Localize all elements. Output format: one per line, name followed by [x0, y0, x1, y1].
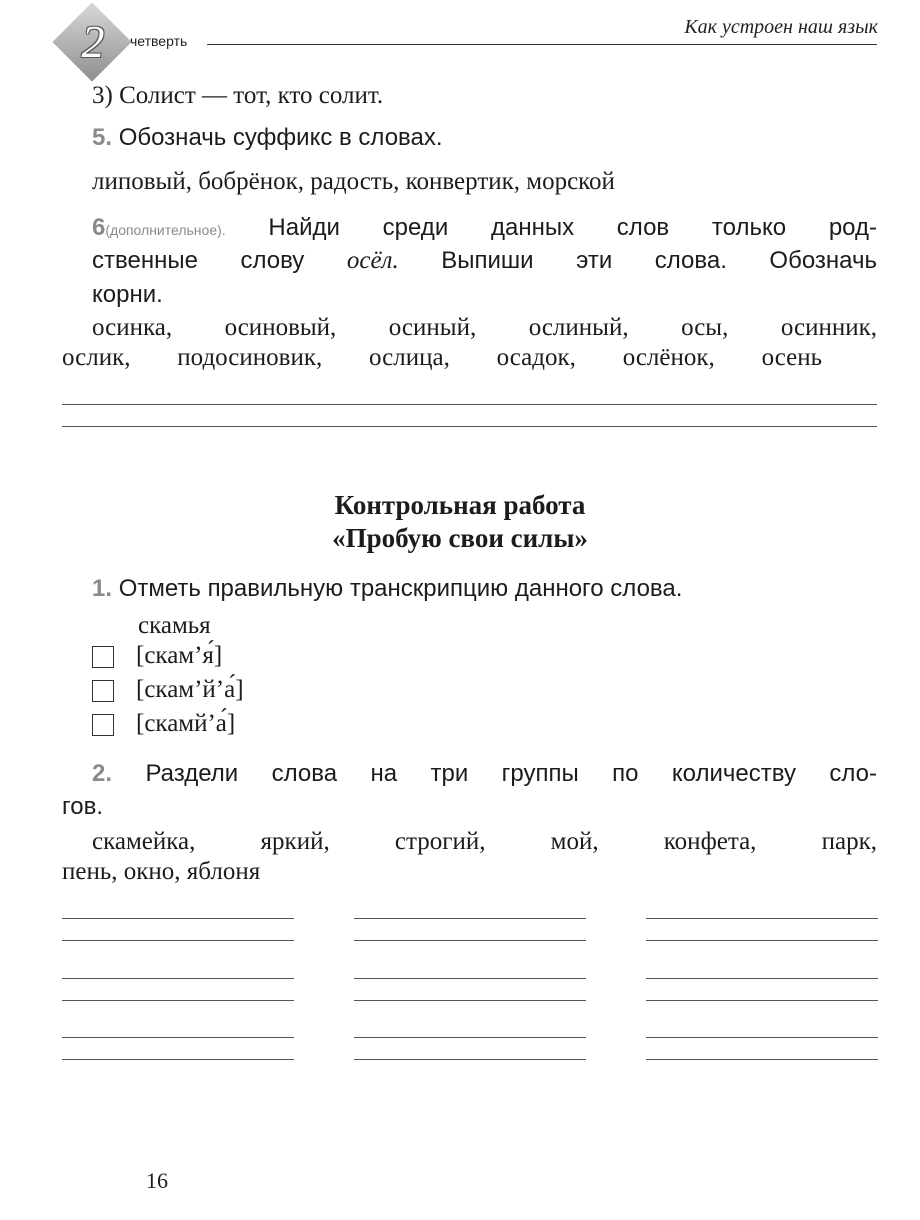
task-6-instruction-line1 — [92, 214, 877, 242]
task-6-instruction-c: Выпиши эти слова. Обозначь — [441, 247, 878, 274]
task-6-note: (дополнительное). — [105, 222, 226, 238]
answer-line[interactable] — [354, 1059, 586, 1060]
running-title: Как устроен наш язык — [684, 16, 878, 38]
answer-line[interactable] — [354, 940, 586, 941]
quarter-label: четверть — [130, 33, 188, 49]
checkbox[interactable] — [92, 714, 114, 736]
page-number: 16 — [146, 1168, 168, 1193]
test-title: Контрольная работа — [334, 490, 586, 520]
task-5-number: 5. — [92, 124, 113, 151]
checkbox[interactable] — [92, 680, 114, 702]
task-6-instruction-b: ственные слову — [92, 247, 305, 274]
answer-line[interactable] — [62, 426, 877, 427]
answer-line[interactable] — [354, 978, 586, 979]
answer-line[interactable] — [62, 1000, 294, 1001]
task-6-instruction-a: Найди среди данных слов только род- — [268, 214, 877, 241]
checkbox[interactable] — [92, 646, 114, 668]
task-5-instruction-row — [92, 124, 877, 152]
test-task-1-instruction-row — [92, 575, 877, 603]
test-task-1-word: скамья — [138, 612, 211, 639]
answer-line[interactable] — [62, 404, 877, 405]
task-5-words: липовый, бобрёнок, радость, конвертик, морской — [92, 168, 615, 195]
test-task-2-instruction: Раздели слова на три группы по количеству сло- — [145, 760, 877, 787]
task-6-number: 6 — [92, 214, 106, 241]
test-task-2-number: 2. — [92, 760, 113, 787]
task-6-instruction-line2 — [92, 247, 877, 275]
item-3-text: 3) Солист — тот, кто солит. — [92, 82, 384, 109]
answer-line[interactable] — [354, 1000, 586, 1001]
task-5-instruction: Обозначь суффикс в словах. — [118, 124, 443, 151]
answer-line[interactable] — [62, 940, 294, 941]
answer-line[interactable] — [646, 1037, 878, 1038]
quarter-number: 2 — [81, 16, 105, 67]
test-task-1-number: 1. — [92, 575, 113, 602]
test-task-2-words-line2: пень, окно, яблоня — [62, 858, 261, 885]
task-6-words-line2: ослик, подосиновик, ослица, осадок, ослёнок, осень — [62, 344, 822, 371]
answer-line[interactable] — [646, 978, 878, 979]
header-divider — [207, 44, 877, 45]
test-task-2-instruction-line2: гов. — [62, 793, 103, 820]
task-6-key-word: осёл. — [346, 247, 399, 274]
answer-line[interactable] — [646, 940, 878, 941]
answer-line[interactable] — [646, 1000, 878, 1001]
test-subtitle: «Пробую свои силы» — [332, 523, 588, 553]
answer-line[interactable] — [646, 918, 878, 919]
answer-line[interactable] — [354, 918, 586, 919]
task-6-instruction-line3: корни. — [92, 281, 163, 308]
answer-line[interactable] — [354, 1037, 586, 1038]
task-6-words-line1: осинка, осиновый, осиный, ослиный, осы, осинник, — [92, 314, 877, 341]
answer-line[interactable] — [62, 978, 294, 979]
answer-line[interactable] — [62, 1059, 294, 1060]
test-task-1-instruction: Отметь правильную транскрипцию данного слова. — [118, 575, 683, 602]
test-task-2-words-line1: скамейка, яркий, строгий, мой, конфета, парк, — [92, 828, 877, 855]
test-task-2-instruction-row — [92, 760, 877, 788]
transcription-option-text: [скам’й’а́] — [136, 676, 244, 703]
answer-line[interactable] — [646, 1059, 878, 1060]
answer-line[interactable] — [62, 1037, 294, 1038]
transcription-option-text: [скамй’а́] — [136, 710, 236, 737]
answer-line[interactable] — [62, 918, 294, 919]
transcription-option-text: [скам’я́] — [136, 642, 223, 669]
